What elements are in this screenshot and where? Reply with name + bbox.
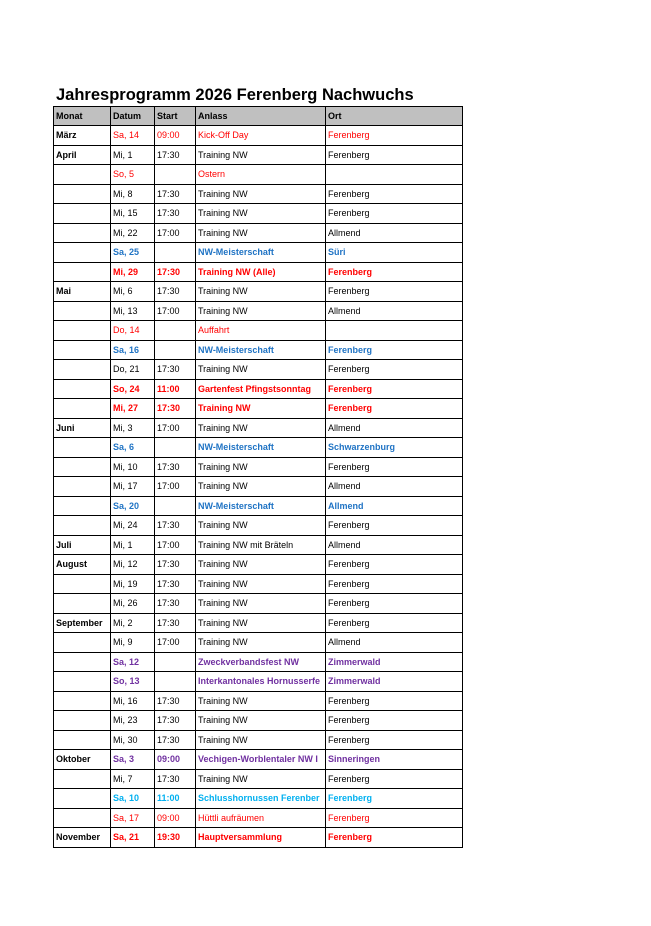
table-row (54, 672, 463, 692)
anlass-cell: NW-Meisterschaft (196, 438, 326, 458)
anlass-cell: Auffahrt (196, 321, 326, 341)
anlass-cell: Training NW (196, 633, 326, 653)
datum-cell: So, 24 (111, 379, 155, 399)
ort-cell: Sinneringen (326, 750, 463, 770)
monat-cell (54, 204, 111, 224)
table-row (54, 126, 463, 146)
anlass-cell: Training NW (196, 204, 326, 224)
monat-cell (54, 360, 111, 380)
ort-cell (326, 165, 463, 185)
table-row (54, 262, 463, 282)
datum-cell: Sa, 12 (111, 652, 155, 672)
datum-cell: So, 13 (111, 672, 155, 692)
datum-cell: Mi, 1 (111, 535, 155, 555)
start-cell: 11:00 (155, 789, 196, 809)
ort-cell: Ferenberg (326, 340, 463, 360)
datum-cell: Mi, 29 (111, 262, 155, 282)
table-row (54, 243, 463, 263)
ort-cell: Ferenberg (326, 126, 463, 146)
ort-cell: Ferenberg (326, 360, 463, 380)
start-cell (155, 652, 196, 672)
ort-cell (326, 321, 463, 341)
table-row (54, 594, 463, 614)
datum-cell: So, 5 (111, 165, 155, 185)
anlass-cell: Interkantonales Hornusserfe (196, 672, 326, 692)
ort-cell: Ferenberg (326, 184, 463, 204)
page-title: Jahresprogramm 2026 Ferenberg Nachwuchs (56, 86, 414, 104)
monat-cell: September (54, 613, 111, 633)
anlass-cell: Vechigen-Worblentaler NW I (196, 750, 326, 770)
anlass-cell: Training NW (196, 555, 326, 575)
start-cell: 17:30 (155, 399, 196, 419)
anlass-cell: Ostern (196, 165, 326, 185)
anlass-cell: Training NW (196, 223, 326, 243)
start-cell: 17:30 (155, 516, 196, 536)
table-row (54, 360, 463, 380)
anlass-cell: Kick-Off Day (196, 126, 326, 146)
datum-cell: Mi, 13 (111, 301, 155, 321)
ort-cell: Ferenberg (326, 555, 463, 575)
start-cell: 17:30 (155, 204, 196, 224)
anlass-cell: Training NW (196, 145, 326, 165)
ort-cell: Ferenberg (326, 457, 463, 477)
anlass-cell: Hüttli aufräumen (196, 808, 326, 828)
table-row (54, 574, 463, 594)
monat-cell (54, 379, 111, 399)
monat-cell: November (54, 828, 111, 848)
start-cell (155, 340, 196, 360)
anlass-cell: Training NW (196, 516, 326, 536)
ort-cell: Ferenberg (326, 594, 463, 614)
anlass-cell: Zweckverbandsfest NW (196, 652, 326, 672)
datum-cell: Sa, 20 (111, 496, 155, 516)
monat-cell (54, 243, 111, 263)
datum-cell: Mi, 26 (111, 594, 155, 614)
ort-cell: Ferenberg (326, 808, 463, 828)
anlass-cell: Training NW (196, 769, 326, 789)
monat-cell (54, 165, 111, 185)
datum-cell: Mi, 6 (111, 282, 155, 302)
datum-cell: Do, 21 (111, 360, 155, 380)
anlass-cell: Training NW (196, 613, 326, 633)
ort-cell: Ferenberg (326, 282, 463, 302)
anlass-cell: Gartenfest Pfingstsonntag (196, 379, 326, 399)
monat-cell (54, 223, 111, 243)
datum-cell: Sa, 14 (111, 126, 155, 146)
datum-cell: Sa, 25 (111, 243, 155, 263)
header-ort: Ort (326, 107, 463, 126)
datum-cell: Mi, 10 (111, 457, 155, 477)
anlass-cell: Training NW (196, 730, 326, 750)
ort-cell: Zimmerwald (326, 672, 463, 692)
table-row (54, 477, 463, 497)
table-row (54, 204, 463, 224)
monat-cell (54, 301, 111, 321)
monat-cell: März (54, 126, 111, 146)
anlass-cell: Training NW (196, 360, 326, 380)
start-cell: 17:30 (155, 457, 196, 477)
ort-cell: Ferenberg (326, 399, 463, 419)
anlass-cell: Training NW (196, 691, 326, 711)
datum-cell: Mi, 17 (111, 477, 155, 497)
datum-cell: Mi, 16 (111, 691, 155, 711)
datum-cell: Mi, 22 (111, 223, 155, 243)
table-row (54, 633, 463, 653)
monat-cell (54, 516, 111, 536)
ort-cell: Ferenberg (326, 711, 463, 731)
datum-cell: Do, 14 (111, 321, 155, 341)
start-cell: 19:30 (155, 828, 196, 848)
ort-cell: Ferenberg (326, 379, 463, 399)
start-cell: 17:30 (155, 184, 196, 204)
table-row (54, 750, 463, 770)
anlass-cell: Training NW (196, 457, 326, 477)
ort-cell: Ferenberg (326, 262, 463, 282)
table-row (54, 399, 463, 419)
ort-cell: Allmend (326, 418, 463, 438)
anlass-cell: Training NW mit Bräteln (196, 535, 326, 555)
monat-cell: April (54, 145, 111, 165)
start-cell: 17:30 (155, 145, 196, 165)
anlass-cell: Training NW (Alle) (196, 262, 326, 282)
table-row (54, 321, 463, 341)
datum-cell: Sa, 6 (111, 438, 155, 458)
table-row (54, 711, 463, 731)
monat-cell (54, 652, 111, 672)
header-anlass: Anlass (196, 107, 326, 126)
table-row (54, 613, 463, 633)
ort-cell: Ferenberg (326, 574, 463, 594)
start-cell (155, 496, 196, 516)
anlass-cell: Training NW (196, 418, 326, 438)
table-row (54, 769, 463, 789)
ort-cell: Allmend (326, 633, 463, 653)
start-cell: 17:30 (155, 613, 196, 633)
table-row (54, 730, 463, 750)
start-cell: 17:30 (155, 691, 196, 711)
monat-cell: Juli (54, 535, 111, 555)
table-row (54, 165, 463, 185)
table-row (54, 828, 463, 848)
start-cell (155, 438, 196, 458)
start-cell: 17:30 (155, 282, 196, 302)
table-row (54, 808, 463, 828)
table-row (54, 691, 463, 711)
datum-cell: Mi, 8 (111, 184, 155, 204)
monat-cell (54, 438, 111, 458)
datum-cell: Mi, 7 (111, 769, 155, 789)
table-row (54, 223, 463, 243)
monat-cell (54, 574, 111, 594)
start-cell: 17:00 (155, 633, 196, 653)
start-cell: 17:30 (155, 769, 196, 789)
ort-cell: Ferenberg (326, 828, 463, 848)
datum-cell: Mi, 24 (111, 516, 155, 536)
datum-cell: Mi, 15 (111, 204, 155, 224)
monat-cell (54, 321, 111, 341)
start-cell: 17:30 (155, 730, 196, 750)
table-row (54, 282, 463, 302)
start-cell: 17:00 (155, 301, 196, 321)
datum-cell: Sa, 3 (111, 750, 155, 770)
start-cell (155, 243, 196, 263)
monat-cell (54, 496, 111, 516)
table-row (54, 301, 463, 321)
datum-cell: Sa, 16 (111, 340, 155, 360)
datum-cell: Sa, 10 (111, 789, 155, 809)
monat-cell: August (54, 555, 111, 575)
start-cell: 17:30 (155, 711, 196, 731)
ort-cell: Allmend (326, 477, 463, 497)
anlass-cell: Training NW (196, 594, 326, 614)
datum-cell: Sa, 17 (111, 808, 155, 828)
monat-cell (54, 399, 111, 419)
anlass-cell: Training NW (196, 282, 326, 302)
anlass-cell: Training NW (196, 399, 326, 419)
monat-cell (54, 769, 111, 789)
anlass-cell: Training NW (196, 301, 326, 321)
start-cell (155, 165, 196, 185)
monat-cell (54, 594, 111, 614)
table-row (54, 418, 463, 438)
anlass-cell: NW-Meisterschaft (196, 243, 326, 263)
start-cell (155, 321, 196, 341)
start-cell: 17:00 (155, 223, 196, 243)
monat-cell (54, 477, 111, 497)
anlass-cell: Training NW (196, 477, 326, 497)
ort-cell: Allmend (326, 223, 463, 243)
table-row (54, 145, 463, 165)
start-cell: 11:00 (155, 379, 196, 399)
anlass-cell: Training NW (196, 711, 326, 731)
anlass-cell: Training NW (196, 184, 326, 204)
start-cell: 17:30 (155, 360, 196, 380)
table-row (54, 457, 463, 477)
datum-cell: Mi, 1 (111, 145, 155, 165)
table-row (54, 555, 463, 575)
ort-cell: Allmend (326, 301, 463, 321)
start-cell: 09:00 (155, 808, 196, 828)
ort-cell: Ferenberg (326, 789, 463, 809)
anlass-cell: NW-Meisterschaft (196, 340, 326, 360)
monat-cell: Oktober (54, 750, 111, 770)
monat-cell (54, 789, 111, 809)
ort-cell: Allmend (326, 496, 463, 516)
datum-cell: Mi, 9 (111, 633, 155, 653)
ort-cell: Ferenberg (326, 145, 463, 165)
ort-cell: Ferenberg (326, 691, 463, 711)
ort-cell: Schwarzenburg (326, 438, 463, 458)
datum-cell: Mi, 23 (111, 711, 155, 731)
monat-cell: Juni (54, 418, 111, 438)
table-row (54, 496, 463, 516)
header-datum: Datum (111, 107, 155, 126)
monat-cell: Mai (54, 282, 111, 302)
monat-cell (54, 691, 111, 711)
ort-cell: Ferenberg (326, 613, 463, 633)
header-row (54, 107, 463, 126)
ort-cell: Süri (326, 243, 463, 263)
anlass-cell: Schlusshornussen Ferenber (196, 789, 326, 809)
datum-cell: Mi, 19 (111, 574, 155, 594)
schedule-table (53, 106, 463, 848)
table-row (54, 340, 463, 360)
start-cell: 17:00 (155, 477, 196, 497)
table-row (54, 789, 463, 809)
ort-cell: Ferenberg (326, 730, 463, 750)
ort-cell: Ferenberg (326, 204, 463, 224)
table-row (54, 516, 463, 536)
start-cell: 17:30 (155, 555, 196, 575)
monat-cell (54, 730, 111, 750)
monat-cell (54, 184, 111, 204)
header-monat: Monat (54, 107, 111, 126)
table-row (54, 379, 463, 399)
anlass-cell: Hauptversammlung (196, 828, 326, 848)
monat-cell (54, 633, 111, 653)
start-cell: 17:30 (155, 262, 196, 282)
ort-cell: Ferenberg (326, 516, 463, 536)
ort-cell: Ferenberg (326, 769, 463, 789)
monat-cell (54, 808, 111, 828)
datum-cell: Mi, 30 (111, 730, 155, 750)
ort-cell: Zimmerwald (326, 652, 463, 672)
start-cell: 09:00 (155, 750, 196, 770)
monat-cell (54, 262, 111, 282)
datum-cell: Sa, 21 (111, 828, 155, 848)
table-row (54, 535, 463, 555)
datum-cell: Mi, 27 (111, 399, 155, 419)
start-cell: 17:30 (155, 594, 196, 614)
start-cell: 17:00 (155, 418, 196, 438)
datum-cell: Mi, 3 (111, 418, 155, 438)
start-cell: 09:00 (155, 126, 196, 146)
table-row (54, 438, 463, 458)
monat-cell (54, 672, 111, 692)
anlass-cell: NW-Meisterschaft (196, 496, 326, 516)
monat-cell (54, 340, 111, 360)
table-row (54, 184, 463, 204)
ort-cell: Allmend (326, 535, 463, 555)
monat-cell (54, 457, 111, 477)
start-cell (155, 672, 196, 692)
start-cell: 17:30 (155, 574, 196, 594)
start-cell: 17:00 (155, 535, 196, 555)
table-row (54, 652, 463, 672)
header-start: Start (155, 107, 196, 126)
datum-cell: Mi, 12 (111, 555, 155, 575)
monat-cell (54, 711, 111, 731)
anlass-cell: Training NW (196, 574, 326, 594)
datum-cell: Mi, 2 (111, 613, 155, 633)
